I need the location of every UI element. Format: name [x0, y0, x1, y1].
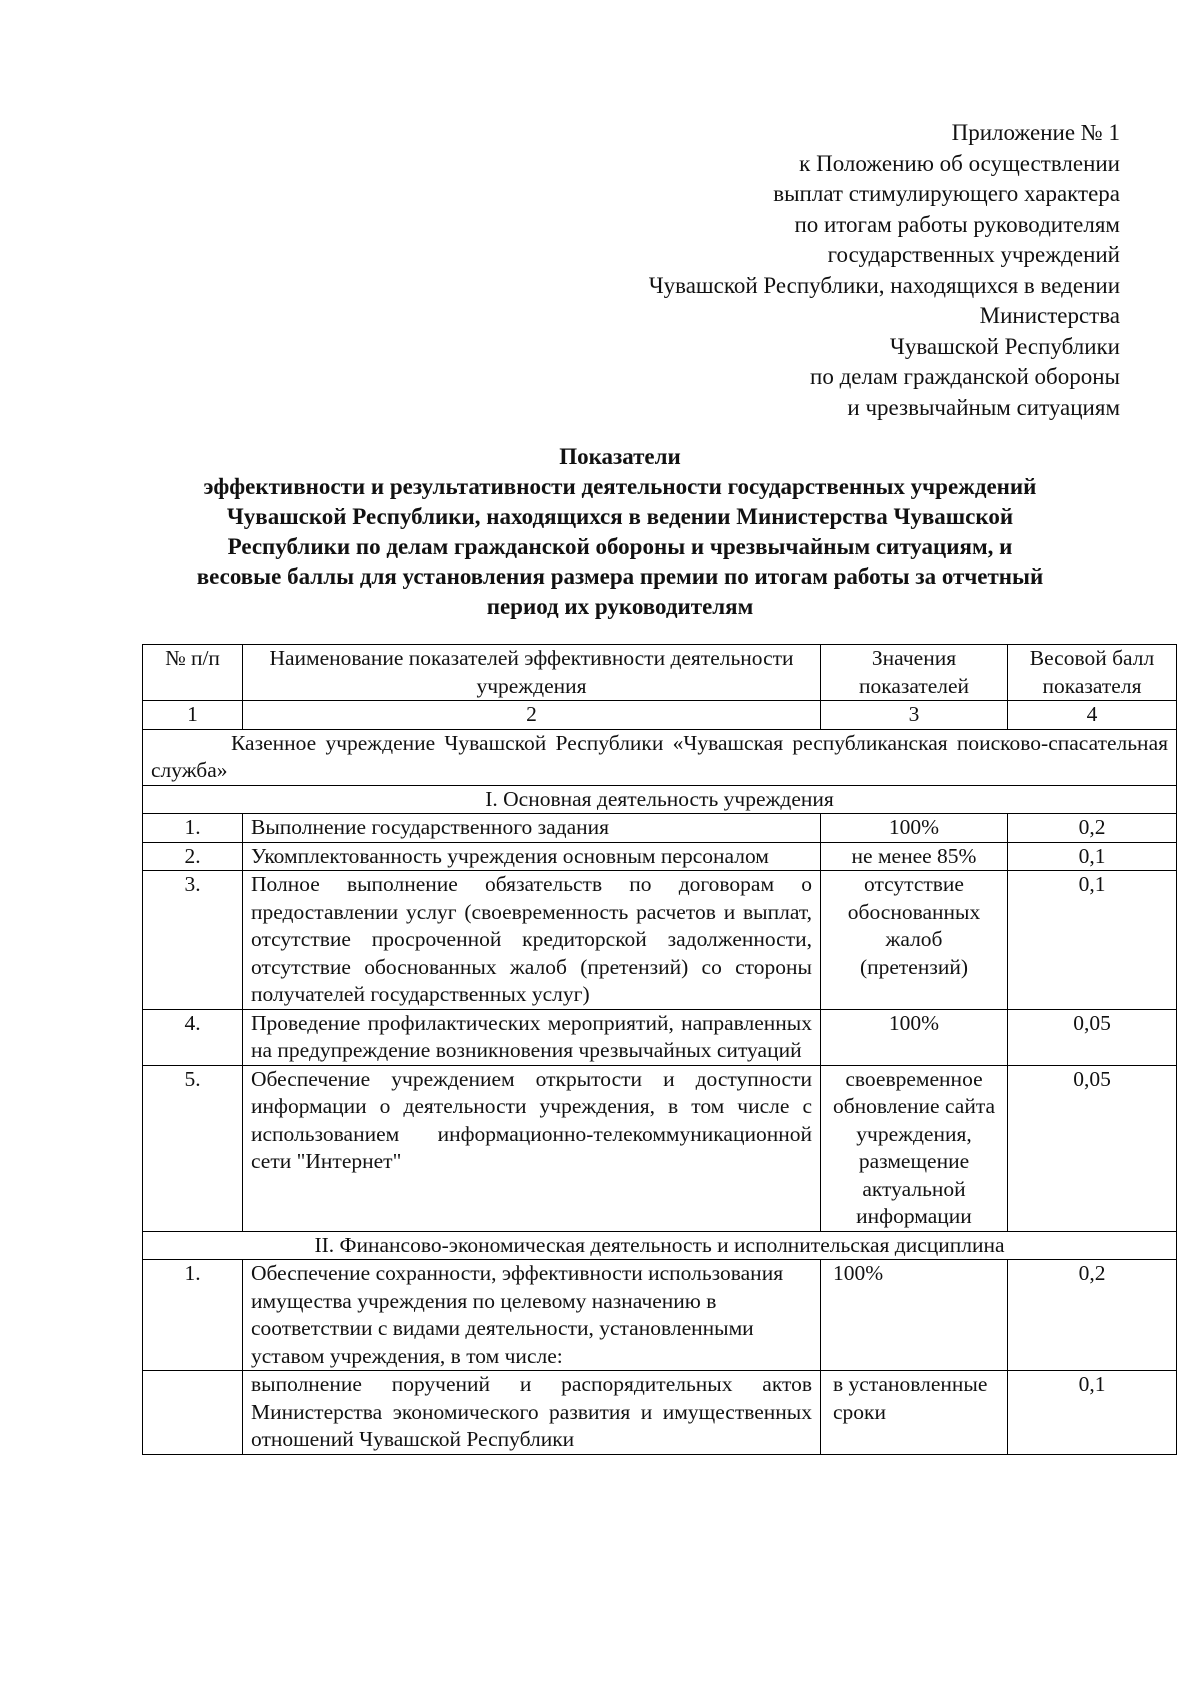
- organization-name: Казенное учреждение Чувашской Республики «Чувашская республиканская поисково-спасательная служба»: [143, 729, 1177, 785]
- title-line: Показатели: [559, 444, 681, 469]
- row-value: своевременное обновление сайта учреждения, размещение актуальной информации: [821, 1065, 1008, 1231]
- row-weight: 0,05: [1008, 1065, 1177, 1231]
- row-weight: 0,05: [1008, 1009, 1177, 1065]
- table-row: [143, 842, 1177, 871]
- row-name: Обеспечение сохранности, эффективности использования имущества учреждения по целевому назначению в соответствии с видами деятельности, установленными уставом учреждения, в том числе:: [243, 1260, 821, 1371]
- table-row: [143, 1009, 1177, 1065]
- header-name: Наименование показателей эффективности деятельности учреждения: [243, 645, 821, 701]
- table-row: [143, 1371, 1177, 1455]
- section-row: [143, 785, 1177, 814]
- header-value: Значения показателей: [821, 645, 1008, 701]
- column-numbers-row: [143, 701, 1177, 730]
- row-weight: 0,2: [1008, 814, 1177, 843]
- header-weight: Весовой балл показателя: [1008, 645, 1177, 701]
- row-weight: 0,1: [1008, 1371, 1177, 1455]
- row-weight: 0,2: [1008, 1260, 1177, 1371]
- section-row: [143, 1231, 1177, 1260]
- row-num: 1.: [143, 814, 243, 843]
- annex-line: к Положению об осуществлении: [799, 150, 1120, 176]
- row-name: Укомплектованность учреждения основным персоналом: [243, 842, 821, 871]
- row-value: отсутствие обоснованных жалоб (претензий): [821, 871, 1008, 1010]
- row-name: Полное выполнение обязательств по договорам о предоставлении услуг (своевременность расчетов и выплат, отсутствие просроченной кредиторской задолженности, отсутствие обоснованных жалоб (претензий) со стороны получателей государственных услуг): [243, 871, 821, 1010]
- title-line: весовые баллы для установления размера премии по итогам работы за отчетный: [196, 564, 1044, 589]
- table-header-row: [143, 645, 1177, 701]
- section-title: I. Основная деятельность учреждения: [143, 785, 1177, 814]
- row-value: 100%: [821, 1009, 1008, 1065]
- annex-line: Чувашской Республики, находящихся в ведении: [648, 272, 1120, 298]
- annex-line: Министерства: [979, 303, 1120, 328]
- section-title: II. Финансово-экономическая деятельность и исполнительская дисциплина: [143, 1231, 1177, 1260]
- row-num: 5.: [143, 1065, 243, 1231]
- row-name: Выполнение государственного задания: [243, 814, 821, 843]
- row-value: 100%: [821, 1260, 1008, 1371]
- row-name: Обеспечение учреждением открытости и доступности информации о деятельности учреждения, в том числе с использованием информационно-телекоммуникационной сети "Интернет": [243, 1065, 821, 1231]
- row-name: выполнение поручений и распорядительных актов Министерства экономического развития и имущественных отношений Чувашской Республики: [243, 1371, 821, 1455]
- table-row: [143, 1260, 1177, 1371]
- indicators-table: [142, 644, 1177, 1455]
- row-name: Проведение профилактических мероприятий, направленных на предупреждение возникновения чрезвычайных ситуаций: [243, 1009, 821, 1065]
- annex-line: государственных учреждений: [827, 242, 1120, 267]
- row-weight: 0,1: [1008, 871, 1177, 1010]
- annex-line: выплат стимулирующего характера: [773, 181, 1120, 206]
- col-number: 1: [143, 701, 243, 730]
- col-number: 3: [821, 701, 1008, 730]
- row-num: 1.: [143, 1260, 243, 1371]
- col-number: 2: [243, 701, 821, 730]
- annex-block: [560, 118, 1120, 423]
- table-row: [143, 814, 1177, 843]
- row-num: 3.: [143, 871, 243, 1010]
- row-value: 100%: [821, 814, 1008, 843]
- title-line: Чувашской Республики, находящихся в ведении Министерства Чувашской: [226, 504, 1014, 529]
- document-title: [130, 442, 1110, 622]
- title-line: Республики по делам гражданской обороны и чрезвычайным ситуациям, и: [227, 534, 1013, 559]
- row-num: 2.: [143, 842, 243, 871]
- annex-line: по итогам работы руководителям: [794, 211, 1120, 237]
- row-num: 4.: [143, 1009, 243, 1065]
- row-value: не менее 85%: [821, 842, 1008, 871]
- annex-line: и чрезвычайным ситуациям: [847, 394, 1120, 420]
- col-number: 4: [1008, 701, 1177, 730]
- table-row: [143, 1065, 1177, 1231]
- annex-line: по делам гражданской обороны: [810, 364, 1120, 389]
- annex-line: Чувашской Республики: [889, 333, 1120, 359]
- row-value: в установленные сроки: [821, 1371, 1008, 1455]
- row-num: [143, 1371, 243, 1455]
- annex-line: Приложение № 1: [951, 120, 1120, 145]
- organization-row: [143, 729, 1177, 785]
- header-num: № п/п: [143, 645, 243, 701]
- title-line: период их руководителям: [486, 594, 754, 619]
- table-row: [143, 871, 1177, 1010]
- title-line: эффективности и результативности деятельности государственных учреждений: [203, 474, 1037, 499]
- row-weight: 0,1: [1008, 842, 1177, 871]
